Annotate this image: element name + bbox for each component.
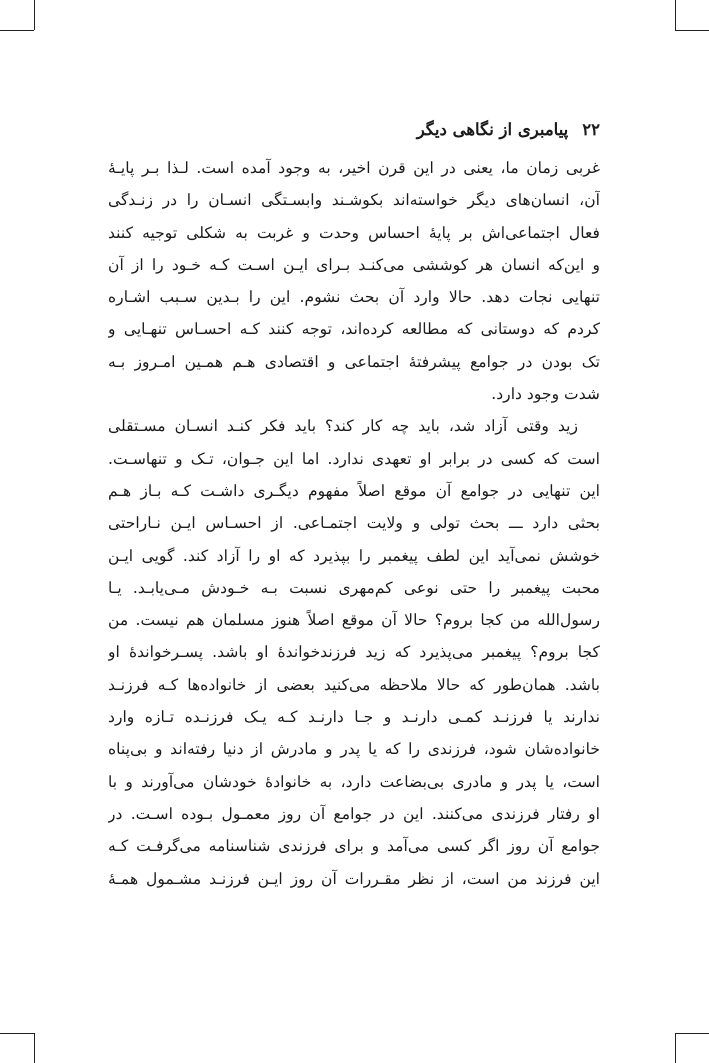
crop-mark [34, 0, 35, 30]
text-line: رسول‌الله من کجا بروم؟ حالا آن موقع اصلاً هنوز مسلمان هم نیست. من [108, 611, 600, 630]
crop-mark [34, 1033, 35, 1063]
text-line: فعال اجتماعی‌اش بر پایهٔ احساس وحدت و غربت به شکلی توجیه کنند [108, 223, 600, 242]
crop-mark [675, 0, 676, 30]
text-line: تک بودن در جوامع پیشرفتهٔ اجتماعی و اقتصادی هـم همـین امـروز بـه [108, 352, 600, 371]
text-line: و این‌که انسان هر کوششی می‌کنـد بـرای ایـن اسـت کـه خـود را از آن [108, 255, 600, 274]
text-line: است که کسی در برابر او تعهدی ندارد. اما این جـوان، تـک و تنهاسـت. [108, 449, 600, 468]
text-line: شدت وجود دارد. [491, 385, 600, 404]
text-line: این فرزند من است، از نظر مقـررات آن روز ایـن فرزنـد مشـمول همـهٔ [108, 869, 600, 888]
text-line: کجا بروم؟ پیغمبر می‌پذیرد که زید فرزندخواندهٔ او باشد. پسـرخواندهٔ او [108, 643, 600, 662]
running-title: پیامبری از نگاهی دیگر [416, 119, 569, 139]
page-number: ۲۲ [582, 119, 600, 139]
text-line: باشد. همان‌طور که حالا ملاحظه می‌کنید بعضی از خانواده‌ها کـه فرزنـد [108, 675, 600, 694]
text-line: غربی زمان ما، یعنی در این قرن اخیر، به وجود آمده است. لـذا بـر پایـهٔ [108, 159, 600, 177]
crop-mark [675, 1033, 676, 1063]
text-line: تنهایی نجات دهد. حالا وارد آن بحث نشوم. این را بـدین سـبب اشـاره [108, 288, 600, 307]
text-line: او رفتار فرزندی می‌کنند. این در جوامع آن روز معمـول بـوده اسـت. در [108, 804, 600, 823]
text-line: این تنهایی در جوامع آن موقع اصلاً مفهوم دیگـری داشـت کـه بـاز هـم [108, 481, 600, 500]
body-text [108, 152, 600, 895]
text-line: ندارند یا فرزنـد کمـی دارنـد و جـا دارنـد کـه یـک فرزنـده تـازه وارد [108, 708, 600, 727]
crop-mark [0, 30, 34, 31]
text-line: است، یا پدر و مادری بی‌بضاعت دارد، به خانوادهٔ خودشان می‌آورند و با [108, 772, 600, 791]
text-line: خانواده‌شان شود، فرزندی را که یا پدر و مادرش از دنیا رفته‌اند و بی‌پناه [108, 740, 600, 759]
crop-mark [675, 30, 709, 31]
running-header [108, 113, 600, 145]
crop-mark [0, 1033, 34, 1034]
text-line: خوشش نمی‌آید این لطف پیغمبر را بپذیرد که او را آزاد کند. گویی ایـن [108, 546, 600, 565]
crop-mark [675, 1033, 709, 1034]
text-line: محبت پیغمبر را حتی نوعی کم‌مهری نسبت بـه خـودش مـی‌یابـد. یـا [108, 578, 600, 597]
text-line: کردم که دوستانی که مطالعه کرده‌اند، توجه کنند کـه احسـاس تنهـایی و [108, 320, 600, 339]
text-line: زید وقتی آزاد شد، باید چه کار کند؟ باید فکر کنـد انسـان مسـتقلی [108, 417, 578, 436]
text-line: جوامع آن روز اگر کسی می‌آمد و برای فرزندی شناسنامه می‌گرفـت کـه [108, 837, 600, 856]
text-line: آن، انسان‌های دیگر خواسته‌اند بکوشـند وابسـتگی انسـان را در زنـدگی [108, 191, 600, 210]
text-line: بحثی دارد ـــ بحث تولی و ولایت اجتمـاعی. از احسـاس ایـن نـاراحتی [108, 514, 600, 533]
